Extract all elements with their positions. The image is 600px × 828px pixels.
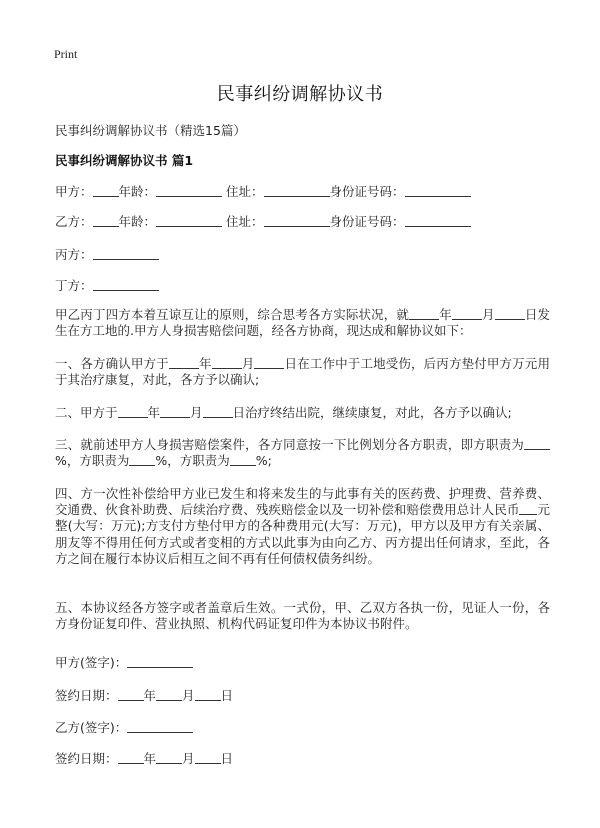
intro-paragraph: 甲乙丙丁四方本着互谅互让的原则，综合思考各方实际状况，就 年 月 日发生在方工地的.甲方人身损害赔偿问题，经各方协商，现达成和解协议如下： xyxy=(55,307,550,339)
clause3-pct2-blank[interactable] xyxy=(129,453,155,466)
sign-date-row-1: 签约日期： 年 月 日 xyxy=(55,688,234,703)
address-label: 住址： xyxy=(226,184,264,199)
party-a-address-blank[interactable] xyxy=(264,184,330,197)
party-b-sign-blank[interactable] xyxy=(127,720,193,733)
party-b-label: 乙方： xyxy=(55,214,93,229)
clause-1: 一、各方确认甲方于 年 月 日在工作中于工地受伤，后丙方垫付甲方万元用于其治疗康复，对此，各方予以确认; xyxy=(55,356,550,388)
party-b-address-blank[interactable] xyxy=(264,214,330,227)
intro-day-blank[interactable] xyxy=(495,307,525,320)
party-b-id-blank[interactable] xyxy=(405,214,471,227)
party-b-sign-label: 乙方(签字)： xyxy=(55,720,128,735)
age-label: 年龄： xyxy=(118,184,157,199)
sign-date1-year-blank[interactable] xyxy=(118,688,144,701)
intro-month-blank[interactable] xyxy=(452,307,482,320)
sign-date-label: 签约日期： xyxy=(55,688,118,703)
clause3-pct3-blank[interactable] xyxy=(230,453,256,466)
address-label: 住址： xyxy=(226,214,264,229)
clause4-amount-blank[interactable] xyxy=(519,502,537,515)
party-b-signature-row xyxy=(55,718,193,736)
party-c-label: 丙方： xyxy=(55,247,93,262)
clause1-month-blank[interactable] xyxy=(212,356,242,369)
sign-date2-month-blank[interactable] xyxy=(156,751,182,764)
party-row-d xyxy=(55,276,159,294)
clause-5: 五、本协议经各方签字或者盖章后生效。一式份，甲、乙双方各执一份，见证人一份，各方身份证复印件、营业执照、机构代码证复印件为本协议书附件。 xyxy=(55,600,550,632)
clause-4: 四、方一次性补偿给甲方业已发生和将来发生的与此事有关的医药费、护理费、营养费、交通费、伙食补助费、后续治疗费、残疾赔偿金以及一切补偿和赔偿费用总计人民币 元整(大写：万元);方支付方垫付甲方的各种费用元(大写：万元)，甲方以及甲方有关亲属、朋友等不得用任何方式或者变相的方式以此事为由向乙方、丙方提出任何请求，至此，各方之间在履行本协议后相互之间不再有任何债权债务纠纷。 xyxy=(55,486,550,566)
intro-year-blank[interactable] xyxy=(409,307,439,320)
party-b-name-blank[interactable] xyxy=(93,214,119,227)
clause1-day-blank[interactable] xyxy=(254,356,284,369)
sign-date2-day-blank[interactable] xyxy=(195,751,221,764)
clause1-year-blank[interactable] xyxy=(169,356,199,369)
section-heading: 民事纠纷调解协议书 篇1 xyxy=(55,153,194,168)
sign-date-label: 签约日期： xyxy=(55,751,118,766)
clause2-day-blank[interactable] xyxy=(203,405,233,418)
party-a-sign-blank[interactable] xyxy=(127,655,193,668)
party-a-signature-row xyxy=(55,653,193,671)
sign-date-row-2: 签约日期： 年 月 日 xyxy=(55,751,234,766)
clause2-year-blank[interactable] xyxy=(118,405,148,418)
party-b-age-blank[interactable] xyxy=(156,214,222,227)
party-row-b xyxy=(55,212,471,230)
id-label: 身份证号码： xyxy=(329,184,405,199)
id-label: 身份证号码： xyxy=(329,214,405,229)
clause-2: 二、甲方于 年 月 日治疗终结出院，继续康复，对此，各方予以确认; xyxy=(55,405,512,420)
print-link[interactable]: Print xyxy=(54,47,78,61)
clause3-pct1-blank[interactable] xyxy=(524,437,550,450)
party-c-blank[interactable] xyxy=(93,247,159,260)
clause2-month-blank[interactable] xyxy=(160,405,190,418)
party-a-name-blank[interactable] xyxy=(93,184,119,197)
party-d-label: 丁方： xyxy=(55,278,93,293)
party-a-id-blank[interactable] xyxy=(405,184,471,197)
party-row-c xyxy=(55,245,159,263)
party-d-blank[interactable] xyxy=(93,278,159,291)
party-row-a xyxy=(55,182,471,200)
age-label: 年龄： xyxy=(118,214,157,229)
document-title: 民事纠纷调解协议书 xyxy=(216,84,384,105)
party-a-sign-label: 甲方(签字)： xyxy=(55,655,128,670)
document-subtitle: 民事纠纷调解协议书（精选15篇） xyxy=(55,123,246,138)
sign-date1-month-blank[interactable] xyxy=(156,688,182,701)
sign-date1-day-blank[interactable] xyxy=(195,688,221,701)
party-a-label: 甲方： xyxy=(55,184,93,199)
sign-date2-year-blank[interactable] xyxy=(118,751,144,764)
party-a-age-blank[interactable] xyxy=(156,184,222,197)
clause-3: 三、就前述甲方人身损害赔偿案件，各方同意按一下比例划分各方职责，即方职责为%，方职责为 %，方职责为 %; xyxy=(55,437,550,469)
